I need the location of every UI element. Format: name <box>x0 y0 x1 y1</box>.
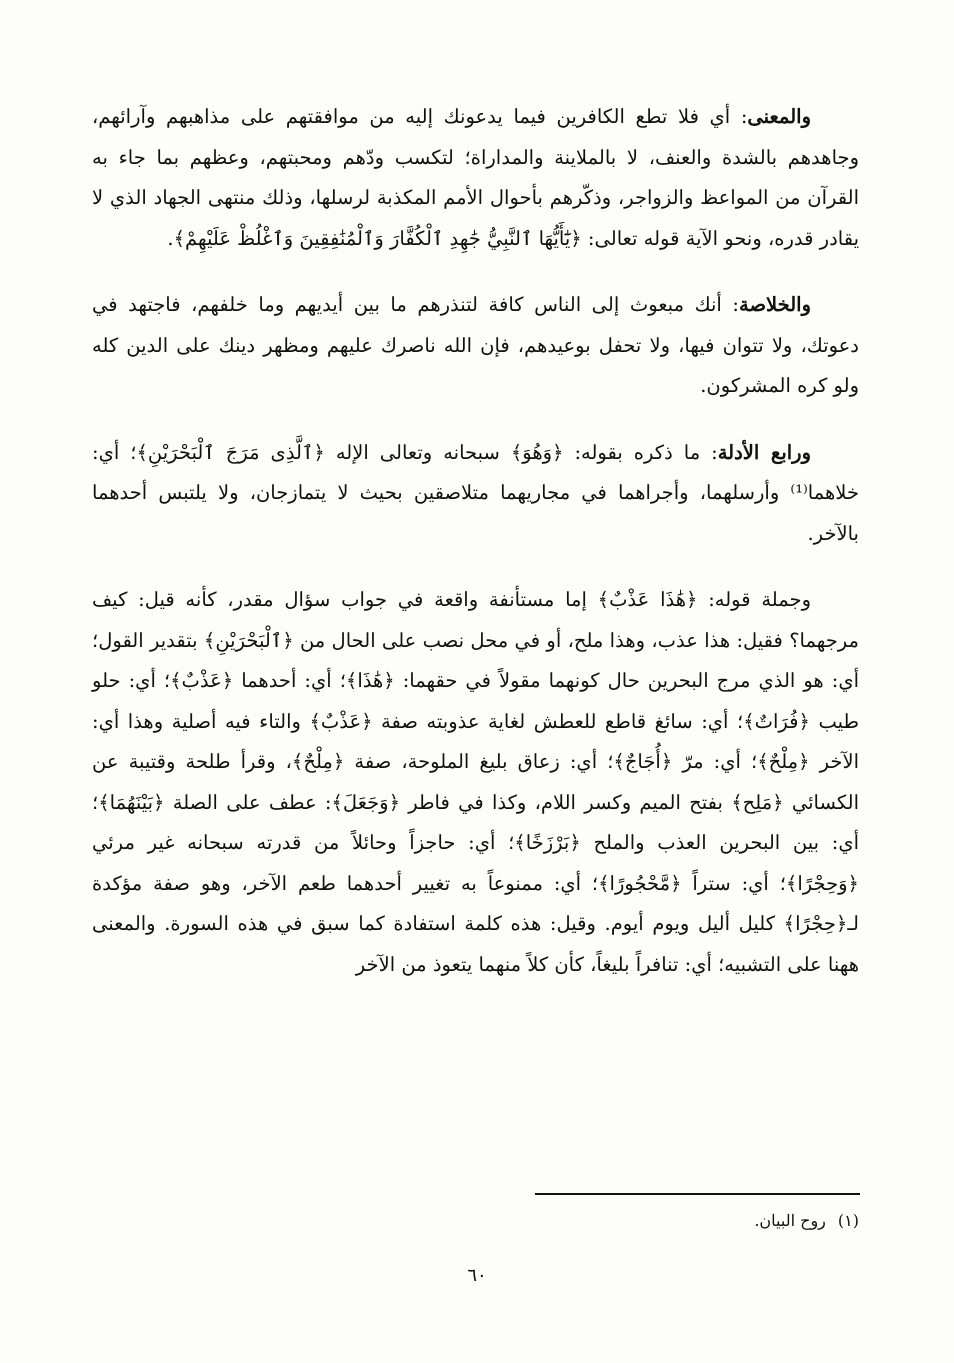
paragraph-meaning <box>92 97 859 259</box>
footnote-number: (١) <box>837 1211 859 1230</box>
paragraph-lead: والخلاصة <box>738 293 811 316</box>
paragraph-grammar <box>92 580 859 985</box>
paragraph-fourth-evidence <box>92 433 859 555</box>
paragraph-lead: والمعنى <box>747 105 811 128</box>
paragraph-text: : ما ذكره بقوله: ﴿وَهُوَ﴾ سبحانه وتعالى الإله ﴿ٱلَّذِى مَرَجَ ٱلْبَحْرَيْنِ﴾؛ أي: خلاهما⁽¹⁾ وأرسلهما، وأجراهما في مجاريهما متلاصقين بحيث لا يتمازجان، ولا يلتبس أحدهما بالآخر. <box>92 440 859 545</box>
page-number: ٦٠ <box>467 1265 487 1286</box>
paragraph-lead: ورابع الأدلة <box>717 440 811 464</box>
paragraph-text: : أي فلا تطع الكافرين فيما يدعونك إليه من موافقتهم على مذاهبهم وآرائهم، وجاهدهم بالشدة والعنف، لا بالملاينة والمداراة؛ لتكسب ودّهم ومحبتهم، وعظهم بما جاء به القرآن من المواعظ والزواجر، وذكّرهم بأحوال الأمم المكذبة لرسلها، وذلك منتهى الجهاد الذي لا يقادر قدره، ونحو الآية قوله تعالى: ﴿يَٰٓأَيُّهَا ٱلنَّبِيُّ جَٰهِدِ ٱلْكُفَّارَ وَٱلْمُنَٰفِقِينَ وَٱغْلُظْ عَلَيْهِمْ﴾. <box>92 105 859 250</box>
paragraph-text: : أنك مبعوث إلى الناس كافة لتنذرهم ما بين أيديهم وما خلفهم، فاجتهد في دعوتك، ولا تتوان فيها، ولا تحفل بوعيدهم، فإن الله ناصرك عليهم ومظهر دينك على الدين كله ولو كره المشركون. <box>92 293 859 397</box>
paragraph-text: وجملة قوله: ﴿هَٰذَا عَذْبٌ﴾ إما مستأنفة واقعة في جواب سؤال مقدر، كأنه قيل: كيف مرجهما؟ فقيل: هذا عذب، وهذا ملح، أو في محل نصب على الحال من ﴿ٱلْبَحْرَيْنِ﴾ بتقدير القول؛ أي: هو الذي مرج البحرين حال كونهما مقولاً في حقهما: ﴿هَٰذَا﴾؛ أي: أحدهما ﴿عَذْبٌ﴾؛ أي: حلو طيب ﴿فُرَاتٌ﴾؛ أي: سائغ قاطع للعطش لغاية عذوبته صفة ﴿عَذْبٌ﴾ والتاء فيه أصلية وهذا أي: الآخر ﴿مِلْحٌ﴾؛ أي: مرّ ﴿أُجَاجٌ﴾؛ أي: زعاق بليغ الملوحة، صفة ﴿مِلْحٌ﴾، وقرأ طلحة وقتيبة عن الكسائي ﴿مَلِح﴾ بفتح الميم وكسر اللام، وكذا في فاطر ﴿وَجَعَلَ﴾: عطف على الصلة ﴿بَيْنَهُمَا﴾؛ أي: بين البحرين العذب والملح ﴿بَرْزَخًا﴾؛ أي: حاجزاً وحائلاً من قدرته سبحانه غير مرئي ﴿وَحِجْرًا﴾؛ أي: ستراً ﴿مَّحْجُورًا﴾؛ أي: ممنوعاً به تغيير أحدهما طعم الآخر، وهو صفة مؤكدة لـ﴿حِجْرًا﴾ كليل أليل ويوم أيوم. وقيل: هذه كلمة استفادة كما سبق في هذه السورة. والمعنى ههنا على التشبيه؛ أي: تنافراً بليغاً، كأن كلاً منهما يتعوذ من الآخر <box>92 588 859 976</box>
body-text <box>92 97 859 1011</box>
paragraph-summary <box>92 285 859 407</box>
footnote-divider <box>535 1193 860 1195</box>
footnote <box>459 1207 859 1235</box>
footnote-text: روح البيان. <box>754 1211 826 1230</box>
